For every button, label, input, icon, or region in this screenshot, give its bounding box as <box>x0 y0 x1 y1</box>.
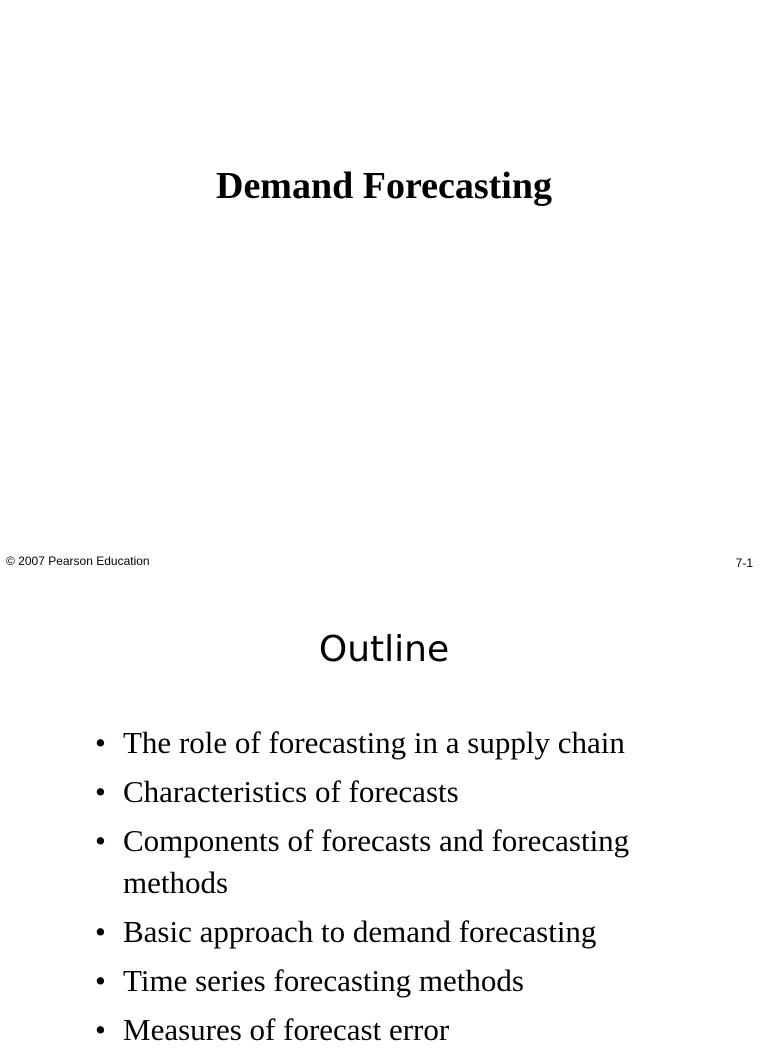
list-item-text: The role of forecasting in a supply chain <box>123 725 625 760</box>
list-item-text: Measures of forecast error <box>123 1012 450 1047</box>
list-item <box>95 771 735 813</box>
list-item-text: Components of forecasts and forecasting methods <box>123 823 630 900</box>
list-item <box>95 911 735 953</box>
bullet-icon: • <box>95 774 106 809</box>
copyright-footer: © 2007 Pearson Education <box>6 554 150 568</box>
list-item-text: Basic approach to demand forecasting <box>123 914 597 949</box>
bullet-icon: • <box>95 1012 106 1047</box>
outline-list <box>95 722 735 1058</box>
outline-slide <box>0 576 768 1047</box>
list-item-text: Characteristics of forecasts <box>123 774 459 809</box>
list-item-text: Time series forecasting methods <box>123 963 524 998</box>
outline-title: Outline <box>318 629 450 670</box>
list-item <box>95 960 735 1002</box>
slide-number: 7-1 <box>735 556 753 570</box>
bullet-icon: • <box>95 725 106 760</box>
bullet-icon: • <box>95 914 106 949</box>
list-item <box>95 820 735 904</box>
slide-title: Demand Forecasting <box>216 165 552 207</box>
bullet-icon: • <box>95 963 106 998</box>
bullet-icon: • <box>95 823 106 858</box>
list-item <box>95 1009 735 1051</box>
list-item <box>95 722 735 764</box>
